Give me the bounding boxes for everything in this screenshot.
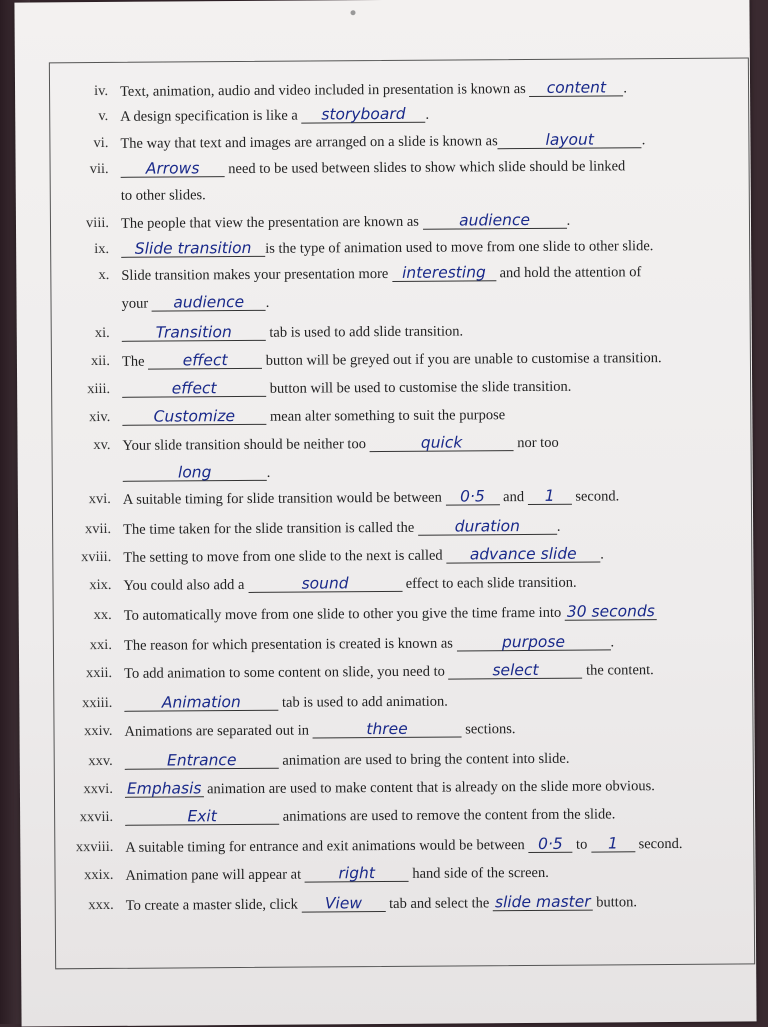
- question-text: [123, 487, 619, 508]
- handwritten-answer: slide master: [493, 894, 593, 912]
- question-text-fragment: A design specification is like a: [120, 108, 301, 125]
- handwritten-answer: Arrows: [121, 160, 225, 178]
- question-row: [54, 719, 734, 748]
- handwritten-answer: Entrance: [125, 752, 279, 770]
- question-number: xxix.: [55, 867, 113, 884]
- question-text: [124, 720, 515, 741]
- question-text-fragment: button will be greyed out if you are unable to customise a transition.: [262, 350, 662, 369]
- question-number: xiv.: [52, 409, 110, 426]
- question-number: xxvi.: [55, 781, 113, 798]
- question-text-fragment: To automatically move from one slide to other you give the time frame into: [124, 605, 565, 624]
- question-text-fragment: mean alter something to suit the purpose: [266, 407, 505, 425]
- question-text-fragment: animation are used to make content that is already on the slide more obvious.: [203, 778, 654, 797]
- question-row: [52, 405, 732, 434]
- question-row: [51, 263, 731, 292]
- question-text-fragment: The people that view the presentation are known as: [121, 214, 423, 232]
- question-number: xx.: [54, 607, 112, 624]
- question-text-fragment: Animations are separated out in: [124, 723, 312, 740]
- question-number: xxii.: [54, 665, 112, 682]
- question-number: xxiv.: [54, 723, 112, 740]
- question-text: [121, 237, 653, 259]
- handwritten-answer: 0·5: [528, 836, 572, 853]
- handwritten-answer: content: [529, 79, 623, 97]
- question-text-fragment: A suitable timing for slide transition would be between: [123, 490, 446, 508]
- question-text: [125, 835, 682, 857]
- question-row: [52, 377, 732, 406]
- question-text-fragment: .: [566, 213, 570, 229]
- question-text: [122, 322, 463, 342]
- question-row: [51, 211, 731, 240]
- question-text-fragment: To create a master slide, click: [126, 897, 302, 914]
- question-number: iv.: [50, 83, 108, 100]
- question-number: xi.: [52, 325, 110, 342]
- question-row: [55, 749, 735, 778]
- question-text-fragment: sections.: [462, 721, 516, 737]
- question-text-fragment: A suitable timing for entrance and exit animations would be between: [125, 837, 528, 856]
- handwritten-answer: right: [305, 865, 409, 883]
- question-row: [53, 487, 733, 516]
- question-text: [123, 574, 576, 595]
- question-number: xii.: [52, 353, 110, 370]
- handwritten-answer: audience: [152, 294, 266, 312]
- handwritten-answer: purpose: [456, 633, 610, 651]
- question-text: [122, 378, 571, 399]
- question-text-fragment: effect to each slide transition.: [402, 575, 577, 592]
- question-text: [124, 661, 654, 683]
- question-row: [52, 349, 732, 378]
- punch-hole: [350, 10, 355, 15]
- question-text-fragment: the content.: [582, 662, 653, 678]
- question-number: xxviii.: [55, 839, 113, 856]
- question-row: [51, 237, 731, 266]
- question-text-fragment: .: [600, 546, 604, 562]
- question-text-fragment: .: [425, 107, 429, 123]
- question-number: xviii.: [53, 549, 111, 566]
- question-text: [120, 79, 627, 101]
- handwritten-answer: Transition: [122, 324, 266, 342]
- question-text-fragment: .: [266, 295, 270, 311]
- question-row: [50, 79, 730, 108]
- question-row: [55, 805, 735, 834]
- question-text: [126, 893, 637, 915]
- handwritten-answer: Exit: [125, 808, 279, 826]
- worksheet-page: [14, 0, 756, 1027]
- question-text: [122, 434, 558, 455]
- question-row: [55, 835, 735, 864]
- handwritten-answer: select: [448, 662, 582, 680]
- question-number: ix.: [51, 241, 109, 258]
- question-row: [55, 777, 735, 806]
- question-text-fragment: tab is used to add animation.: [278, 694, 448, 711]
- question-text: [123, 545, 604, 566]
- question-number: xxx.: [56, 897, 114, 914]
- handwritten-answer: Emphasis: [125, 780, 204, 798]
- question-number: xxvii.: [55, 809, 113, 826]
- question-row: [53, 517, 733, 546]
- question-number: viii.: [51, 215, 109, 232]
- question-text: [124, 603, 657, 625]
- question-text-fragment: Your slide transition should be neither too: [122, 436, 369, 454]
- handwritten-answer: sound: [248, 575, 402, 593]
- question-number: xxv.: [55, 753, 113, 770]
- question-row: [53, 573, 733, 602]
- question-text-fragment: tab and select the: [385, 895, 493, 912]
- question-text-fragment: to other slides.: [121, 187, 206, 204]
- question-text-fragment: is the type of animation used to move from one slide to other slide.: [265, 238, 653, 257]
- question-text-fragment: tab is used to add slide transition.: [266, 323, 463, 340]
- question-text-fragment: The time taken for the slide transition is called the: [123, 520, 418, 538]
- question-text: [125, 805, 615, 826]
- question-text-fragment: your: [121, 296, 151, 312]
- question-row: [52, 321, 732, 350]
- handwritten-answer: quick: [369, 434, 513, 452]
- question-number: x.: [51, 267, 109, 284]
- question-text-fragment: button.: [593, 894, 637, 910]
- handwritten-answer: 1: [528, 488, 572, 505]
- question-text-fragment: button will be used to customise the slide transition.: [266, 379, 571, 397]
- question-text: [121, 263, 641, 285]
- question-text-fragment: The: [122, 354, 148, 370]
- handwritten-answer: duration: [418, 518, 557, 536]
- question-number: xxi.: [54, 637, 112, 654]
- handwritten-answer: View: [301, 895, 385, 913]
- question-text-fragment: Animation pane will appear at: [125, 867, 304, 884]
- question-text: [121, 294, 269, 313]
- question-text-fragment: .: [557, 519, 561, 535]
- question-text-fragment: to: [572, 837, 591, 853]
- question-text-fragment: The way that text and images are arranged on a slide is known as: [120, 133, 497, 152]
- question-number: xxiii.: [54, 695, 112, 712]
- question-row: [54, 691, 734, 720]
- worksheet-frame: [49, 57, 755, 969]
- question-text-fragment: need to be used between slides to show which slide should be linked: [225, 158, 626, 177]
- handwritten-answer: Customize: [122, 408, 266, 426]
- question-text: [121, 212, 570, 233]
- handwritten-answer: long: [123, 464, 267, 482]
- question-text-fragment: second.: [635, 836, 683, 852]
- question-text: [121, 187, 206, 205]
- question-text: [125, 777, 655, 799]
- question-text: [121, 157, 626, 179]
- question-text-fragment: Text, animation, audio and video included in presentation is known as: [120, 81, 529, 100]
- question-row: [54, 661, 734, 690]
- question-text-fragment: To add animation to some content on slide, you need to: [124, 664, 448, 682]
- question-number: xv.: [52, 437, 110, 454]
- question-number: xvi.: [53, 491, 111, 508]
- question-text-fragment: The setting to move from one slide to the next is called: [123, 548, 446, 566]
- question-text-fragment: .: [623, 80, 627, 96]
- question-row: [52, 433, 732, 462]
- question-text-fragment: .: [267, 465, 271, 481]
- question-row: [54, 603, 734, 632]
- handwritten-answer: storyboard: [301, 106, 425, 124]
- handwritten-answer: effect: [148, 352, 262, 370]
- question-text-fragment: and hold the attention of: [496, 264, 641, 281]
- question-text: [124, 693, 448, 713]
- handwritten-answer: effect: [122, 380, 266, 398]
- question-row: [50, 131, 730, 160]
- question-text: [123, 518, 560, 539]
- question-row: [53, 461, 733, 490]
- question-row: [51, 291, 731, 320]
- handwritten-answer: advance slide: [446, 546, 600, 564]
- handwritten-answer: 0·5: [445, 488, 499, 505]
- question-text: [125, 864, 548, 885]
- question-text: [122, 349, 662, 371]
- question-text-fragment: hand side of the screen.: [409, 865, 549, 882]
- handwritten-answer: interesting: [392, 264, 496, 282]
- question-row: [51, 157, 731, 186]
- question-row: [50, 104, 730, 133]
- handwritten-answer: audience: [422, 212, 566, 230]
- handwritten-answer: 30 seconds: [565, 603, 657, 621]
- question-text-fragment: .: [610, 634, 614, 650]
- handwritten-answer: three: [313, 720, 462, 738]
- question-text: [120, 106, 429, 126]
- question-text-fragment: and: [499, 489, 527, 505]
- question-text: [122, 406, 505, 427]
- handwritten-answer: Animation: [124, 694, 278, 712]
- question-text-fragment: nor too: [513, 435, 558, 451]
- question-text: [124, 633, 614, 654]
- question-number: xvii.: [53, 521, 111, 538]
- question-text: [123, 464, 271, 483]
- question-text-fragment: The reason for which presentation is created is known as: [124, 636, 457, 654]
- question-number: xix.: [53, 577, 111, 594]
- question-row: [55, 863, 735, 892]
- question-text: [120, 131, 645, 153]
- handwritten-answer: layout: [498, 131, 642, 149]
- question-row: [56, 893, 736, 922]
- question-number: vi.: [50, 135, 108, 152]
- question-number: v.: [50, 108, 108, 125]
- question-text-fragment: animations are used to remove the content from the slide.: [279, 806, 615, 824]
- question-text-fragment: second.: [572, 488, 620, 504]
- question-number: xiii.: [52, 381, 110, 398]
- question-row: [51, 184, 731, 213]
- question-text-fragment: You could also add a: [123, 577, 248, 594]
- question-text: [125, 750, 570, 771]
- handwritten-answer: 1: [591, 835, 635, 852]
- question-text-fragment: .: [642, 132, 646, 148]
- question-number: vii.: [51, 161, 109, 178]
- question-row: [53, 545, 733, 574]
- question-text-fragment: Slide transition makes your presentation more: [121, 266, 392, 284]
- question-row: [54, 633, 734, 662]
- question-text-fragment: animation are used to bring the content into slide.: [279, 751, 570, 769]
- handwritten-answer: Slide transition: [121, 240, 265, 258]
